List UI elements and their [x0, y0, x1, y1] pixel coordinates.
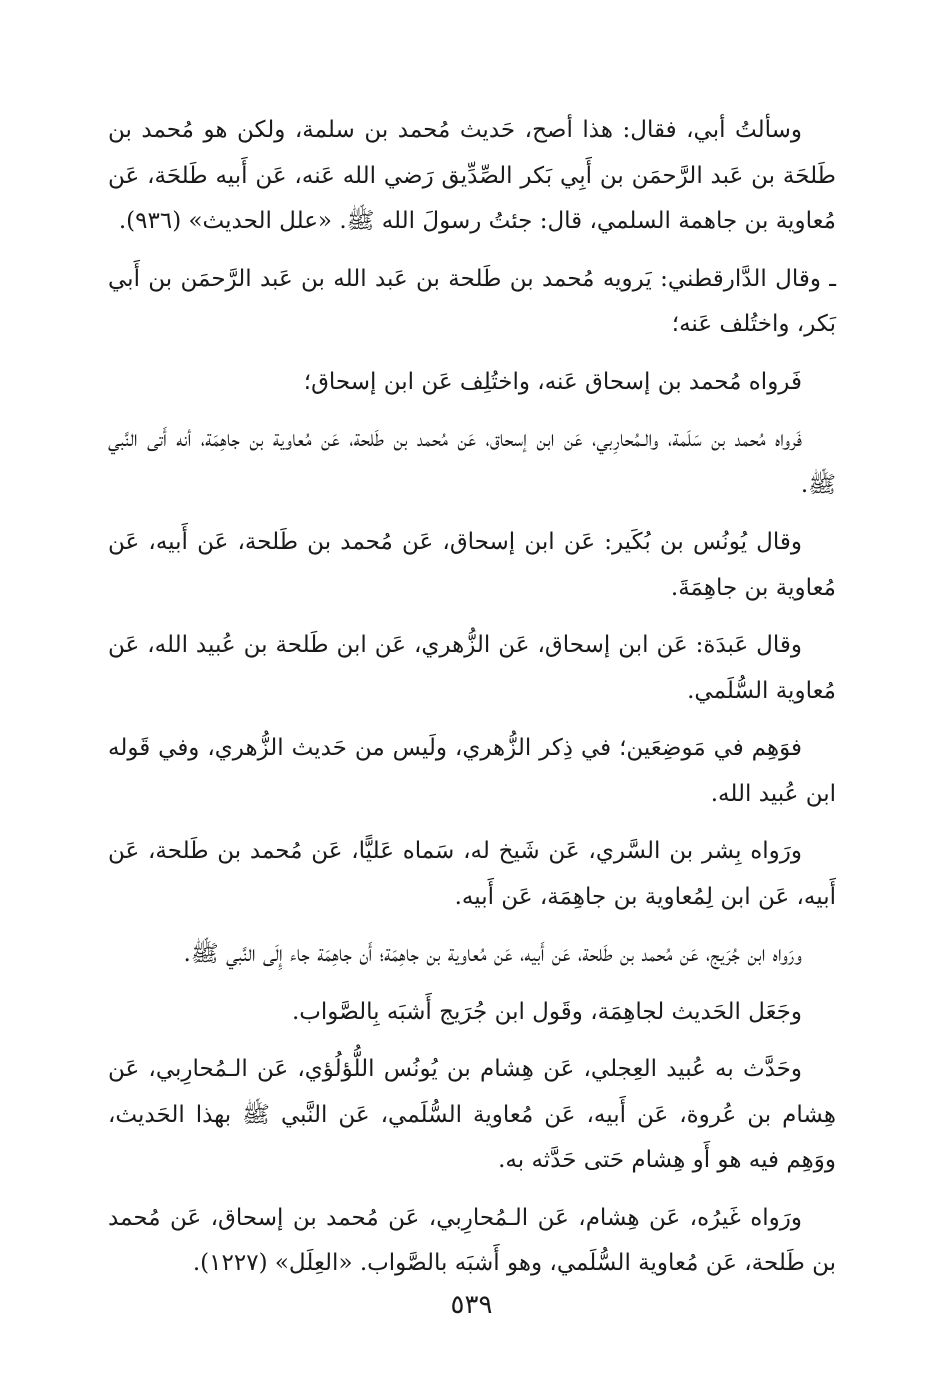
- paragraph: فوَهِم في مَوضِعَين؛ في ذِكر الزُّهري، ولَيس من حَديث الزُّهري، وفي قَوله ابن عُبيد الله.: [108, 735, 836, 807]
- paragraph: وسألتُ أبي، فقال: هذا أصح، حَديث مُحمد بن سلمة، ولكن هو مُحمد بن طَلحَة بن عَبد الرَّحمَن بن أَبِي بَكر الصِّدِّيق رَضي الله عَنه، عَن أَبيه طَلحَة، عَن مُعاوية بن جاهمة السلمي، قال: جئتُ رسولَ الله ﷺ. «علل الحديث» (٩٣٦).: [108, 117, 836, 234]
- paragraph: وقال عَبدَة: عَن ابن إسحاق، عَن الزُّهري، عَن ابن طَلحة بن عُبيد الله، عَن مُعاوية السُّلَمي.: [108, 632, 836, 704]
- paragraph: وحَدَّث به عُبيد العِجلي، عَن هِشام بن يُونُس اللُّؤلُؤي، عَن الـمُحارِبي، عَن هِشام بن عُروة، عَن أَبيه، عَن مُعاوية السُّلَمي، عَن النَّبي ﷺ بهذا الحَديث، ووَهِم فيه هو أَو هِشام حَتى حَدَّثه به.: [108, 1056, 836, 1173]
- page-number: ٥٣٩: [450, 1290, 493, 1320]
- paragraph: ورَواه غَيرُه، عَن هِشام، عَن الـمُحارِبي، عَن مُحمد بن إسحاق، عَن مُحمد بن طَلحة، عَن مُعاوية السُّلَمي، وهو أَشبَه بالصَّواب. «العِلَل» (١٢٢٧).: [108, 1204, 836, 1276]
- body-text: [108, 108, 836, 1299]
- paragraph: وجَعَل الحَديث لجاهِمَة، وقَول ابن جُرَيج أَشبَه بِالصَّواب.: [291, 998, 802, 1025]
- paragraph: ورَواه ابن جُرَيج، عَن مُحمد بن طَلحة، عَن أَبيه، عَن مُعاوية بن جاهِمَة؛ أَن جاهِمَة جاء إِلَى النَّبي ﷺ.: [183, 941, 802, 967]
- paragraph: ـ وقال الدَّارقطني: يَرويه مُحمد بن طَلحة بن عَبد الله بن عَبد الرَّحمَن بن أَبي بَكر، واختُلف عَنه؛: [108, 265, 836, 337]
- paragraph: فَرواه مُحمد بن سَلَمة، والـمُحارِبي، عَن ابن إسحاق، عَن مُحمد بن طَلحة، عَن مُعاوية بن جاهِمَة، أنه أَتى النَّبي ﷺ.: [108, 426, 836, 498]
- paragraph: وقال يُونُس بن بُكَير: عَن ابن إسحاق، عَن مُحمد بن طَلحة، عَن أَبيه، عَن مُعاوية بن جاهِمَةَ.: [108, 529, 836, 601]
- paragraph: فَرواه مُحمد بن إسحاق عَنه، واختُلِف عَن ابن إسحاق؛: [303, 368, 802, 395]
- paragraph: ورَواه بِشر بن السَّري، عَن شَيخ له، سَماه عَليًّا، عَن مُحمد بن طَلحة، عَن أَبيه، عَن ابن لِمُعاوية بن جاهِمَة، عَن أَبيه.: [108, 838, 836, 910]
